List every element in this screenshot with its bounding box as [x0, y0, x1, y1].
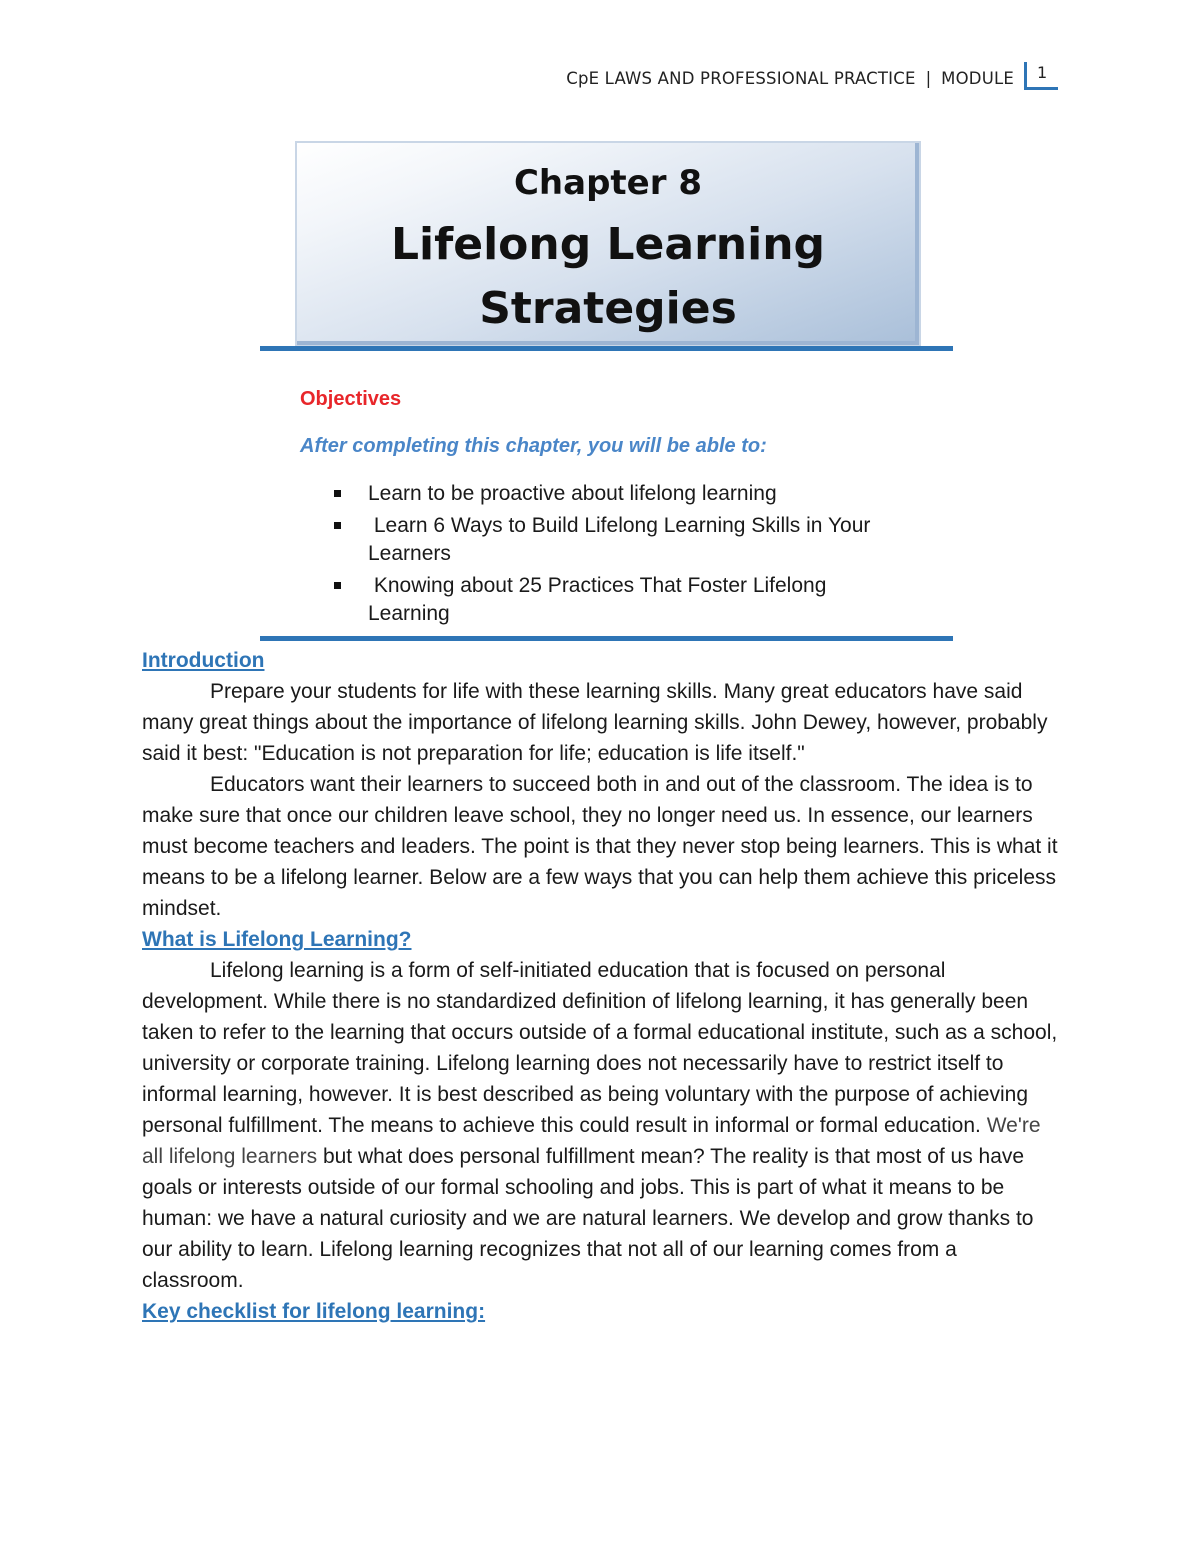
- page-number: 1: [1024, 62, 1058, 90]
- objectives-heading: Objectives: [300, 388, 402, 410]
- what-is-text-b: We're all lifelong learners: [142, 1114, 1047, 1168]
- chapter-title-line-1: Lifelong Learning: [390, 219, 826, 270]
- chapter-title-line-2: Strategies: [479, 283, 737, 334]
- square-bullet-icon: [334, 522, 341, 529]
- chapter-number: Chapter 8: [513, 163, 702, 203]
- what-is-paragraph: [142, 955, 1062, 1296]
- checklist-heading[interactable]: Key checklist for lifelong learning:: [142, 1300, 486, 1323]
- body-content: [142, 645, 1062, 1327]
- objective-item: [330, 572, 910, 628]
- introduction-paragraph-1: Prepare your students for life with these learning skills. Many great educators have said many great things about the importance of lifelong learning skills. John Dewey, however, probably said it best: "Education is not preparation for life; education is life itself.": [142, 680, 1048, 765]
- running-header: [566, 60, 1058, 90]
- what-is-text-a: Lifelong learning is a form of self-initiated education that is focused on personal development. While there is no standardized definition of lifelong learning, it has generally been taken to refer to the learning that occurs outside of a formal educational institute, such as a school, university or corporate training. Lifelong learning does not necessarily have to restrict itself to informal learning, however. It is best described as being voluntary with the purpose of achieving personal fulfillment. The means to achieve this could result in informal or formal education.: [142, 959, 1058, 1137]
- objective-text: Learn to be proactive about lifelong learning: [368, 482, 777, 505]
- header-title: CpE LAWS AND PROFESSIONAL PRACTICE: [566, 69, 916, 88]
- objective-text: Learn 6 Ways to Build Lifelong Learning Skills in Your Learners: [368, 514, 877, 565]
- title-divider-top: [260, 346, 953, 351]
- header-module: MODULE: [941, 69, 1014, 88]
- chapter-title: [297, 213, 919, 341]
- objective-text: Knowing about 25 Practices That Foster Lifelong Learning: [368, 574, 833, 625]
- square-bullet-icon: [334, 582, 341, 589]
- what-is-text-c: but what does personal fulfillment mean? The reality is that most of us have goals or interests outside of our formal schooling and jobs. This is part of what it means to be human: we have a natural curiosity and we are natural learners. We develop and grow thanks to our ability to learn. Lifelong learning recognizes that not all of our learning comes from a classroom.: [142, 1145, 1040, 1292]
- what-is-heading[interactable]: What is Lifelong Learning?: [142, 928, 412, 951]
- objective-item: [330, 480, 910, 508]
- objectives-list: [330, 480, 910, 632]
- header-separator: |: [925, 69, 932, 88]
- introduction-heading[interactable]: Introduction: [142, 649, 265, 672]
- objectives-divider-bottom: [260, 636, 953, 641]
- objectives-intro: After completing this chapter, you will be able to:: [300, 435, 767, 457]
- square-bullet-icon: [334, 490, 341, 497]
- objective-item: [330, 512, 910, 568]
- introduction-paragraph-2: Educators want their learners to succeed both in and out of the classroom. The idea is to make sure that once our children leave school, they no longer need us. In essence, our learners must become teachers and leaders. The point is that they never stop being learners. This is what it means to be a lifelong learner. Below are a few ways that you can help them achieve this priceless mindset.: [142, 773, 1058, 920]
- chapter-title-box: [295, 141, 921, 347]
